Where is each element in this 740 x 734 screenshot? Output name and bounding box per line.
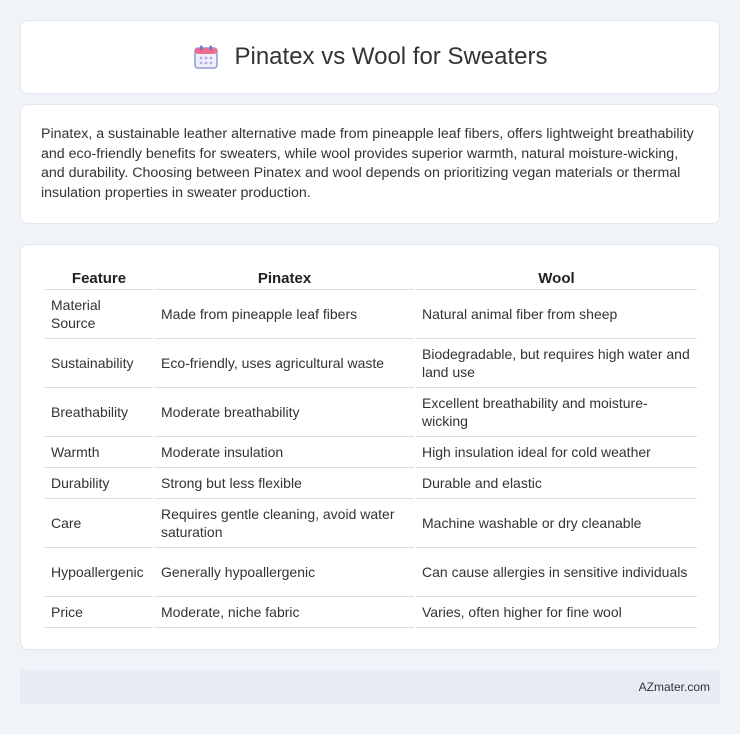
cell-wool: Machine washable or dry cleanable: [416, 499, 697, 548]
calendar-icon: [192, 43, 220, 71]
title-card: [20, 20, 720, 94]
cell-feature: Hypoallergenic: [45, 548, 153, 597]
table-row: [45, 388, 697, 437]
cell-pinatex: Generally hypoallergenic: [155, 548, 414, 597]
page-title: Pinatex vs Wool for Sweaters: [234, 43, 548, 70]
intro-text: Pinatex, a sustainable leather alternative made from pineapple leaf fibers, offers lightweight breathability and eco-friendly benefits for sweaters, while wool provides superior warmth, natural moisture-wicking, and durability. Choosing between Pinatex and wool depends on prioritizing vegan materials or thermal insulation properties in sweater production.: [41, 126, 694, 201]
header-pinatex: Pinatex: [155, 265, 414, 290]
cell-wool: High insulation ideal for cold weather: [416, 437, 697, 468]
footer-site-name: AZmater.com: [638, 680, 710, 694]
cell-pinatex: Strong but less flexible: [155, 468, 414, 499]
cell-pinatex: Moderate breathability: [155, 388, 414, 437]
cell-feature: Breathability: [45, 388, 153, 437]
cell-pinatex: Moderate insulation: [155, 437, 414, 468]
header-wool: Wool: [416, 265, 697, 290]
cell-feature: Price: [45, 597, 153, 628]
cell-feature: Durability: [45, 468, 153, 499]
cell-pinatex: Requires gentle cleaning, avoid water saturation: [155, 499, 414, 548]
table-header-row: [45, 265, 697, 290]
cell-wool: Excellent breathability and moisture-wicking: [416, 388, 697, 437]
table-row: [45, 437, 697, 468]
table-row: [45, 339, 697, 388]
cell-feature: Material Source: [45, 290, 153, 339]
comparison-table: [43, 265, 699, 628]
cell-wool: Biodegradable, but requires high water and land use: [416, 339, 697, 388]
footer: [20, 670, 720, 704]
intro-card: [20, 104, 720, 224]
cell-pinatex: Moderate, niche fabric: [155, 597, 414, 628]
cell-wool: Durable and elastic: [416, 468, 697, 499]
table-row: [45, 548, 697, 597]
cell-pinatex: Eco-friendly, uses agricultural waste: [155, 339, 414, 388]
header-feature: Feature: [45, 265, 153, 290]
table-row: [45, 290, 697, 339]
cell-wool: Varies, often higher for fine wool: [416, 597, 697, 628]
cell-feature: Care: [45, 499, 153, 548]
cell-wool: Natural animal fiber from sheep: [416, 290, 697, 339]
table-row: [45, 597, 697, 628]
table-row: [45, 499, 697, 548]
cell-pinatex: Made from pineapple leaf fibers: [155, 290, 414, 339]
cell-feature: Warmth: [45, 437, 153, 468]
cell-feature: Sustainability: [45, 339, 153, 388]
table-card: [20, 244, 720, 650]
cell-wool: Can cause allergies in sensitive individuals: [416, 548, 697, 597]
table-row: [45, 468, 697, 499]
